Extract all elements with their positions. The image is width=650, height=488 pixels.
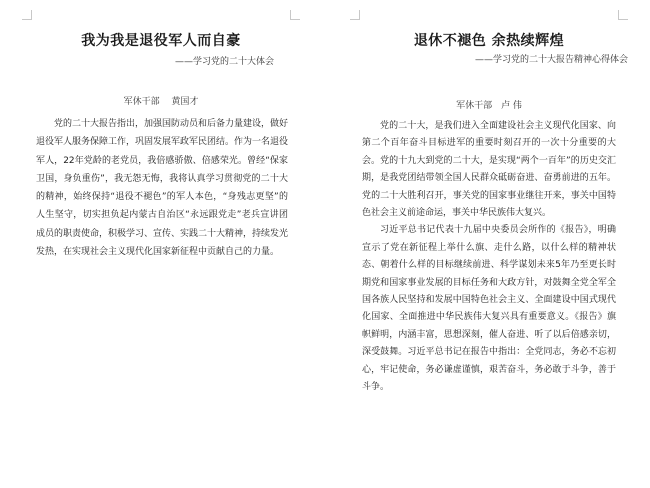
page-corner-mark <box>350 10 360 20</box>
page-corner-mark <box>290 10 300 20</box>
left-article-subtitle: ——学习党的二十大体会 <box>174 57 274 67</box>
page-corner-mark <box>618 10 628 20</box>
paragraph: 党的二十大，是我们进入全面建设社会主义现代化国家、向第二个百年奋斗目标进军的重要时刻召开的一次十分重要的大会。党的十九大到党的二十大，是实现“两个一百年”的历史交汇期，是我党团结带领全国人民群众砥砺奋进、奋勇前进的五年。党的二十大胜利召开，事关党的国家事业继往开来，事关中国特色社会主义前途命运，事关中华民族伟大复兴。 <box>362 121 616 219</box>
right-article-subtitle: ——学习党的二十大报告精神心得体会 <box>474 55 628 65</box>
right-article-body <box>362 118 616 397</box>
right-article-title: 退休不褪色 余热续辉煌 <box>413 33 565 49</box>
right-page <box>350 10 628 488</box>
left-article-author: 军休干部 黄国才 <box>123 97 199 107</box>
page-corner-mark <box>22 10 32 20</box>
paragraph: 党的二十大报告指出，加强国防动员和后备力量建设，做好退役军人服务保障工作，巩固发展军政军民团结。作为一名退役军人，22年党龄的老党员，我倍感骄傲、倍感荣光。曾经“保家卫国，身负重伤”，我无怨无悔，我将认真学习贯彻党的二十大的精神，始终保持“退役不褪色”的军人本色，“身残志更坚”的人生坚守，切实担负起内蒙古自治区“永远跟党走”老兵宣讲团成员的职责使命，积极学习、宣传、实践二十大精神，持续发光发热，在实现社会主义现代化国家新征程中贡献自己的力量。 <box>36 119 289 257</box>
left-page <box>22 10 300 488</box>
right-article-author: 军休干部 卢 伟 <box>456 101 522 111</box>
left-article-title: 我为我是退役军人而自豪 <box>81 33 241 49</box>
left-article-body <box>36 115 288 261</box>
paragraph: 习近平总书记代表十九届中央委员会所作的《报告》，明确宣示了党在新征程上举什么旗、走什么路，以什么样的精神状态、朝着什么样的目标继续前进、科学谋划未来5年乃至更长时期党和国家事业发展的目标任务和大政方针，对鼓舞全党全军全国各族人民坚持和发展中国特色社会主义、全面建设中国式现代化国家、全面推进中华民族伟大复兴具有重要意义。《报告》旗帜鲜明，内涵丰富，思想深刻，催人奋进、听了以后倍感亲切，深受鼓舞。习近平总书记在报告中指出：全党同志，务必不忘初心，牢记使命，务必谦虚谨慎，艰苦奋斗，务必敢于斗争，善于斗争。 <box>362 225 616 393</box>
